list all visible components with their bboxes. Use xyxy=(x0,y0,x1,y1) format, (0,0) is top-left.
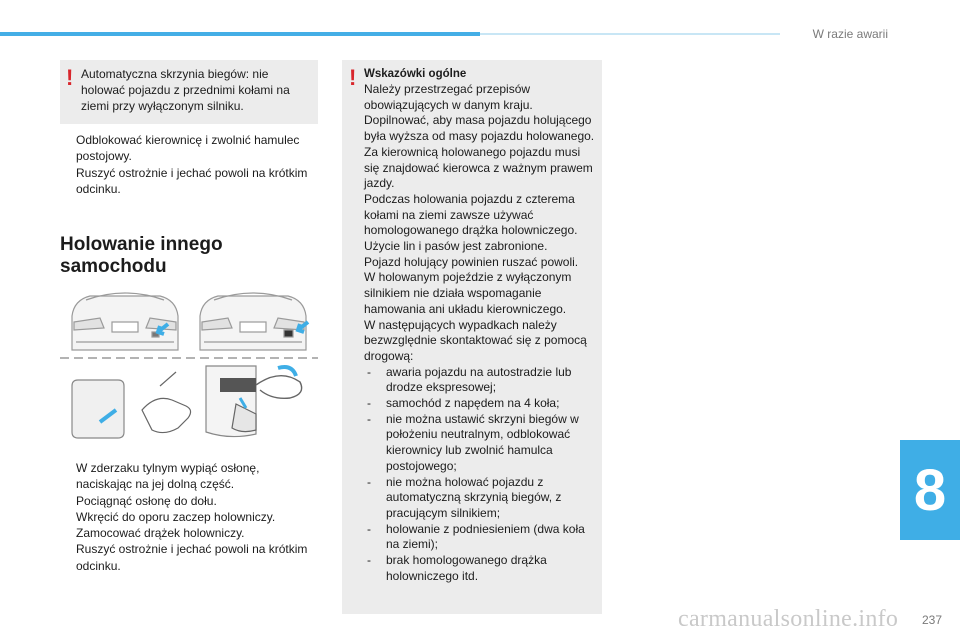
general-guidance-panel xyxy=(342,60,602,614)
list-item: - awaria pojazdu na autostradzie lub drodze ekspresowej; xyxy=(364,365,598,396)
section-title: Holowanie innego samochodu xyxy=(60,234,223,277)
guidance-paragraph: Podczas holowania pojazdu z czterema kołami na ziemi zawsze używać homologowanego drążka holowniczego. Użycie lin i pasów jest zabronione. xyxy=(364,191,578,254)
watermark: carmanualsonline.info xyxy=(678,606,899,632)
steps-list-top xyxy=(60,132,318,197)
chapter-tab: 8 xyxy=(900,440,960,540)
towing-eye-illustration xyxy=(60,282,318,442)
car-rear-left-illustration xyxy=(72,293,178,350)
towing-eye-installation-illustration xyxy=(206,366,302,437)
warning-box-automatic-gearbox xyxy=(60,60,318,124)
list-item: Ruszyć ostrożnie i jechać powoli na krótkim odcinku. xyxy=(76,542,308,573)
list-item: - holowanie z podniesieniem (dwa koła na ziemi); xyxy=(364,522,598,553)
header-accent-line xyxy=(480,33,780,35)
guidance-paragraph: Dopilnować, aby masa pojazdu holującego była wyższa od masy pojazdu holowanego. xyxy=(364,113,595,144)
list-item: Odblokować kierownicę i zwolnić hamulec postojowy. xyxy=(76,133,300,164)
emergency-cases-list xyxy=(364,365,598,585)
warning-icon: ! xyxy=(349,65,357,90)
guidance-title: Wskazówki ogólne xyxy=(364,68,467,80)
header-accent-bar xyxy=(0,32,480,36)
list-item: - brak homologowanego drążka holowniczego itd. xyxy=(364,553,598,584)
warning-icon: ! xyxy=(66,65,74,90)
guidance-paragraph: Należy przestrzegać przepisów obowiązujących w danym kraju. xyxy=(364,82,533,112)
list-item: - nie można holować pojazdu z automatyczną skrzynią biegów, z pracującym silnikiem; xyxy=(364,475,598,522)
list-item: Ruszyć ostrożnie i jechać powoli na krótkim odcinku. xyxy=(76,165,308,196)
car-rear-right-illustration xyxy=(200,293,306,350)
list-item: - samochód z napędem na 4 koła; xyxy=(364,396,598,412)
page-number: 237 xyxy=(921,613,942,627)
chapter-title: W razie awarii xyxy=(812,27,888,41)
guidance-paragraph: W następujących wypadkach należy bezwzględnie skontaktować się z pomocą drogową: xyxy=(364,317,587,363)
list-item: Wkręcić do oporu zaczep holowniczy. xyxy=(76,509,276,524)
guidance-body xyxy=(364,82,598,585)
list-item: W zderzaku tylnym wypiąć osłonę, naciskając na jej dolną część. xyxy=(76,461,260,492)
warning-text: Automatyczna skrzynia biegów: nie holować pojazdu z przednimi kołami na ziemi przy wyłączonym silniku. xyxy=(81,67,290,114)
list-item: - nie można ustawić skrzyni biegów w położeniu neutralnym, odblokować kierownicy lub zwolnić hamulca postojowego; xyxy=(364,412,598,475)
steps-list-bottom xyxy=(60,460,318,574)
list-item: Pociągnąć osłonę do dołu. xyxy=(76,493,217,508)
cover-removal-illustration xyxy=(72,372,191,438)
guidance-paragraph: Pojazd holujący powinien ruszać powoli. xyxy=(364,254,579,269)
guidance-paragraph: W holowanym pojeździe z wyłączonym silnikiem nie działa wspomaganie hamowania ani układu kierowniczego. xyxy=(364,270,572,316)
list-item: Zamocować drążek holowniczy. xyxy=(76,526,245,541)
guidance-paragraph: Za kierownicą holowanego pojazdu musi się znajdować kierowca z ważnym prawem jazdy. xyxy=(364,144,593,191)
